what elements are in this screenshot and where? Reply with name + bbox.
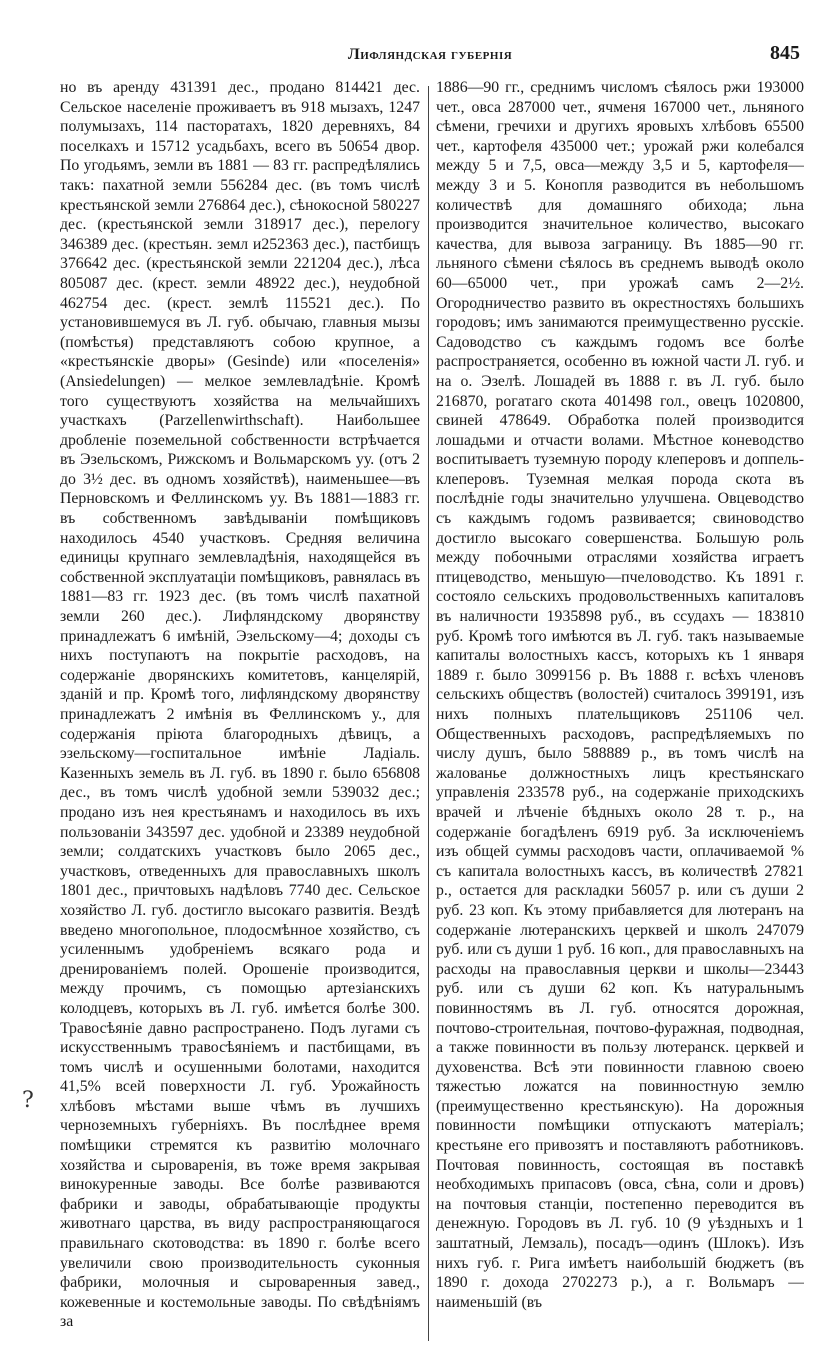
- page-number: 845: [770, 42, 800, 64]
- margin-annotation: ?: [22, 1088, 34, 1113]
- text-column-right: 1886—90 гг., среднимъ числомъ сѣялось ржи 193000 чет., овса 287000 чет., ячменя 167000 чет., льняного сѣмени, гречихи и другихъ яровыхъ хлѣбовъ 65500 чет., картофеля 435000 чет.; урожай ржи колебался между 5 и 7,5, овса—между 3,5 и 5, картофеля—между 3 и 5. Конопля разводится въ небольшомъ количествѣ для домашняго обихода; льна производится значительное количество, высокаго качества, для вывоза заграницу. Въ 1885—90 гг. льняного сѣмени сѣялось въ среднемъ выводѣ около 60—65000 чет., при урожаѣ самъ 2—2½. Огородничество развито въ окрестностяхъ большихъ городовъ; имъ занимаются преимущественно русскіе. Садоводство съ каждымъ годомъ все болѣе распространяется, особенно въ южной части Л. губ. и на о. Эзелѣ. Лошадей въ 1888 г. въ Л. губ. было 216870, рогатаго скота 401498 гол., овецъ 1020800, свиней 478649. Обработка полей производится лошадьми и отчасти волами. Мѣстное коневодство воспитываетъ туземную породу клеперовъ и доппель-клеперовъ. Туземная мелкая порода скота въ послѣдніе годы значительно улучшена. Овцеводство съ каждымъ годомъ развивается; свиноводство достигло высокаго совершенства. Большую роль между побочными отраслями хозяйства играетъ птицеводство, меньшую—пчеловодство. Къ 1891 г. состояло сельскихъ продовольственныхъ капиталовъ въ наличности 1935898 руб., въ ссудахъ — 183810 руб. Кромѣ того имѣются въ Л. губ. такъ называемые капиталы волостныхъ кассъ, которыхъ къ 1 января 1889 г. было 3099156 р. Въ 1888 г. всѣхъ членовъ сельскихъ обществъ (волостей) считалось 399191, изъ нихъ полныхъ плательщиковъ 251106 чел. Общественныхъ расходовъ, распредѣляемыхъ по числу душъ, было 588889 р., въ томъ числѣ на жалованье должностныхъ лицъ крестьянскаго управленія 233578 руб., на содержаніе приходскихъ врачей и лѣченіе бѣдныхъ около 28 т. р., на содержаніе богадѣленъ 6919 руб. За исключеніемъ изъ общей суммы расходовъ части, оплачиваемой % съ капитала волостныхъ кассъ, въ количествѣ 27821 р., остается для раскладки 56057 р. или съ души 2 руб. 23 коп. Къ этому прибавляется для лютеранъ на содержаніе лютеранскихъ церквей и школъ 247079 руб. или съ души 1 руб. 16 коп., для православныхъ на расходы на православныя церкви и школы—23443 руб. или съ души 62 коп. Къ натуральнымъ повинностямъ въ Л. губ. относятся дорожная, почтово-строительная, почтово-фуражная, подводная, а также повинности въ пользу лютеранск. церквей и духовенства. Всѣ эти повинности главною своею тяжестью ложатся на повинностную землю (преимущественно крестьянскую). На дорожныя повинности помѣщики отпускаютъ матеріалъ; крестьяне его привозятъ и поставляютъ работниковъ. Почтовая повинность, состоящая въ поставкѣ необходимыхъ припасовъ (овса, сѣна, соли и дровъ) на почтовыя станціи, постепенно переводится въ денежную. Городовъ въ Л. губ. 10 (9 уѣздныхъ и 1 заштатный, Лемзаль), посадъ—одинъ (Шлокъ). Изъ нихъ губ. г. Рига имѣетъ наибольшій бюджетъ (въ 1890 г. дохода 2702273 р.), а г. Вольмаръ — наименьшій (въ: [436, 79, 804, 1311]
- text-column-left: но въ аренду 431391 дес., продано 814421 дес. Сельское населеніе проживаетъ въ 918 мызахъ, 1247 полумызахъ, 114 пасторатахъ, 1820 деревняхъ, 84 поселкахъ и 15712 усадьбахъ, всего въ 50654 двор. По угодьямъ, земли въ 1881 — 83 гг. распредѣлялись такъ: пахатной земли 556284 дес. (въ томъ числѣ крестьянской земли 276864 дес.), сѣнокосной 580227 дес. (крестьянской земли 318917 дес.), перелогу 346389 дес. (крестьян. земл и252363 дес.), пастбищъ 376642 дес. (крестьянской земли 221204 дес.), лѣса 805087 дес. (крест. земли 48922 дес.), неудобной 462754 дес. (крест. землѣ 115521 дес.). По установившемуся въ Л. губ. обычаю, главныя мызы (помѣстья) представляютъ собою крупное, а «крестьянскіе дворы» (Gesinde) или «поселенія» (Ansiedelungen) — мелкое землевладѣніе. Кромѣ того существуютъ хозяйства на мельчайшихъ участкахъ (Parzellenwirthschaft). Наибольшее дробленіе поземельной собственности встрѣчается въ Эзельскомъ, Рижскомъ и Вольмарскомъ уу. (отъ 2 до 3½ дес. въ одномъ хозяйствѣ), наименьшее—въ Перновскомъ и Феллинскомъ уу. Въ 1881—1883 гг. въ собственномъ завѣдываніи помѣщиковъ находилось 4540 участковъ. Средняя величина единицы крупнаго землевладѣнія, находящейся въ собственной эксплуатаціи помѣщиковъ, равнялась въ 1881—83 гг. 1923 дес. (въ томъ числѣ пахатной земли 260 дес.). Лифляндскому дворянству принадлежатъ 6 имѣній, Эзельскому—4; доходы съ нихъ поступаютъ на покрытіе расходовъ, на содержаніе дворянскихъ комитетовъ, канцелярій, зданій и пр. Кромѣ того, лифляндскому дворянству принадлежатъ 2 имѣнія въ Феллинскомъ у., для содержанія пріюта благородныхъ дѣвицъ, а эзельскому—госпитальное имѣніе Ладіаль. Казенныхъ земель въ Л. губ. въ 1890 г. было 656808 дес., въ томъ числѣ удобной земли 539032 дес.; продано изъ нея крестьянамъ и находилось въ ихъ пользованіи 343597 дес. удобной и 23389 неудобной земли; солдатскихъ участковъ было 2065 дес., участковъ, отведенныхъ для православныхъ школъ 1801 дес., причтовыхъ надѣловъ 7740 дес. Сельское хозяйство Л. губ. достигло высокаго развитія. Вездѣ введено многопольное, плодосмѣнное хозяйство, съ усиленнымъ удобреніемъ всякаго рода и дренированіемъ полей. Орошеніе производится, между прочимъ, съ помощью артезіанскихъ колодцевъ, которыхъ въ Л. губ. имѣется болѣе 300. Травосѣяніе давно распространено. Подъ лугами съ искусственнымъ травосѣяніемъ и пастбищами, въ томъ числѣ и осушенными болотами, находится 41,5% всей поверхности Л. губ. Урожайность хлѣбовъ мѣстами выше чѣмъ въ лучшихъ черноземныхъ губерніяхъ. Въ послѣднее время помѣщики стремятся къ развитію молочнаго хозяйства и сыроваренія, въ тоже время закрывая винокуренные заводы. Все болѣе развиваются фабрики и заводы, обрабатывающіе продукты животнаго царства, въ виду распространяющагося правильнаго скотоводства: въ 1890 г. болѣе всего увеличили свою производительность суконныя фабрики, молочныя и сыроваренныя завед., кожевенные и костемольные заводы. По свѣдѣніямъ за: [60, 79, 420, 1331]
- column-divider: [428, 86, 429, 1341]
- page-header: [60, 42, 800, 74]
- running-title: Лифляндская губернія: [347, 46, 513, 63]
